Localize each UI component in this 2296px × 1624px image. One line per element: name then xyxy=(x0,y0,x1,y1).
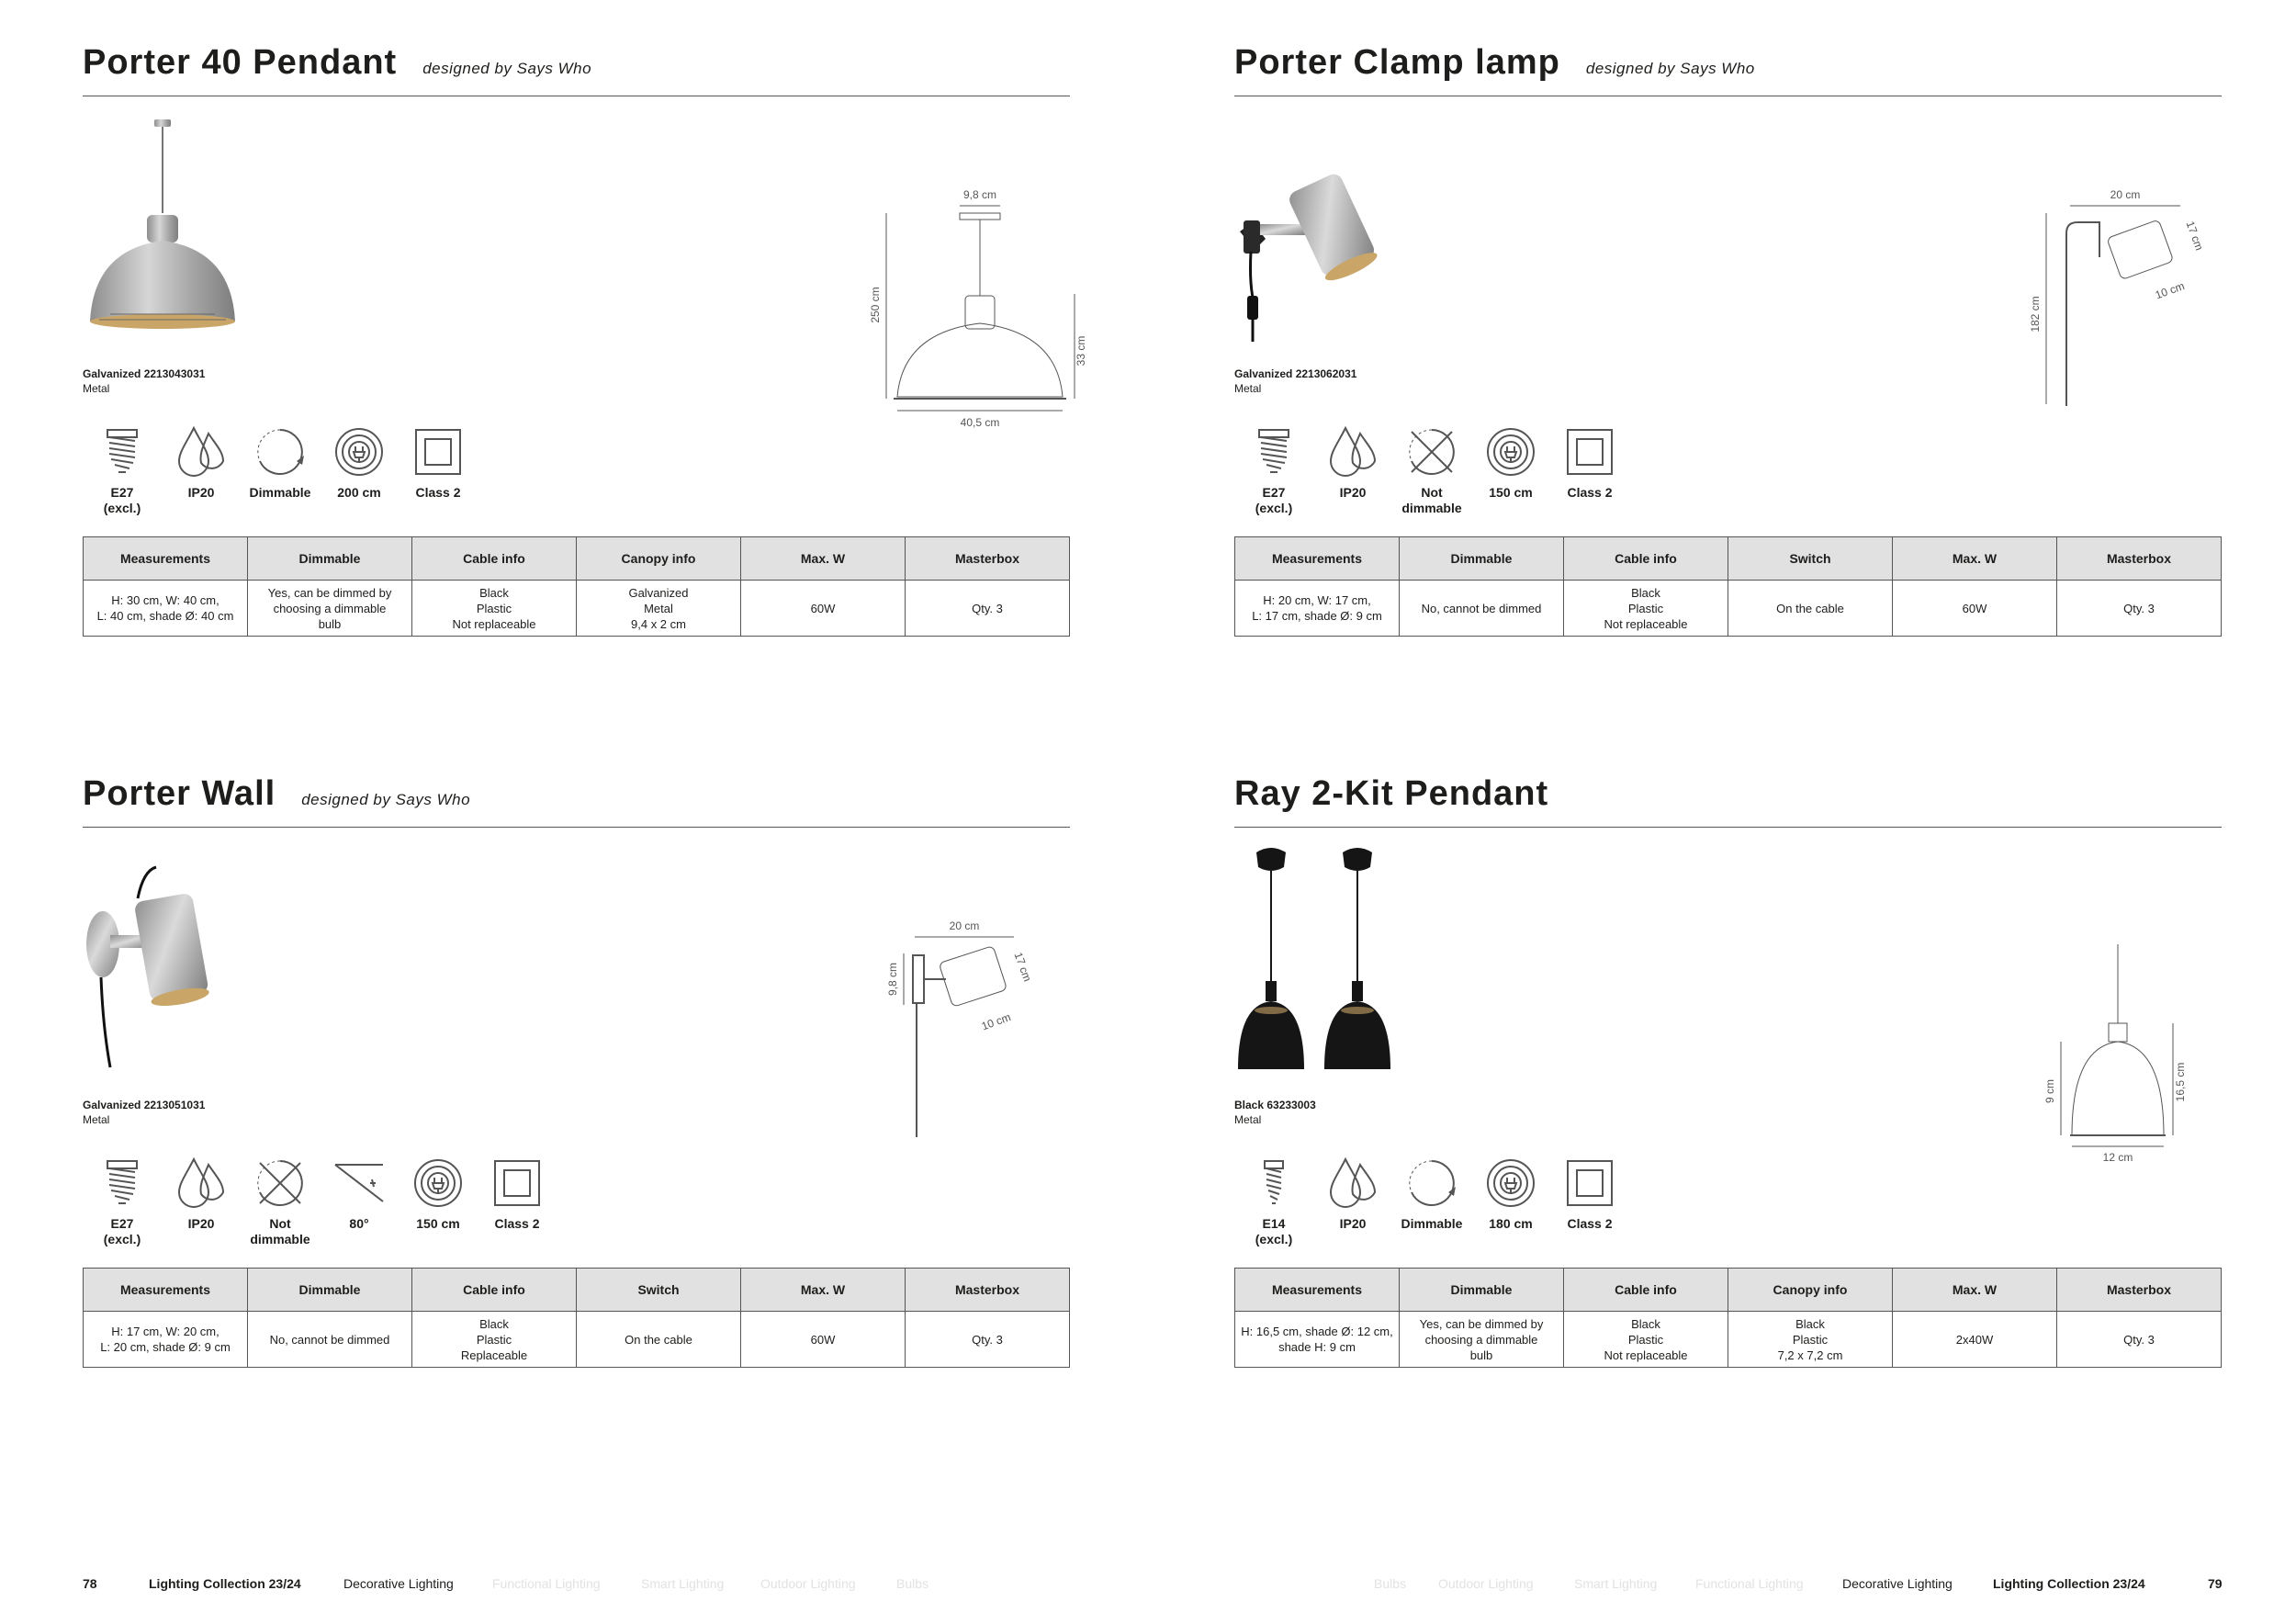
product-image-porter-clamp xyxy=(1234,112,1390,342)
section-header xyxy=(1234,39,2222,94)
table-cell: Black Plastic Not replaceable xyxy=(412,581,577,637)
table-cell: On the cable xyxy=(577,1312,741,1368)
dim-total-height: 182 cm xyxy=(2029,296,2042,333)
table-cell: Black Plastic 7,2 x 7,2 cm xyxy=(1728,1312,1893,1368)
col-header: Dimmable xyxy=(248,1269,412,1312)
dim-neck-height: 9 cm xyxy=(2043,1078,2056,1104)
variant-material: Metal xyxy=(83,1113,110,1126)
product-image-porter-wall xyxy=(83,843,239,1073)
spec-table xyxy=(83,536,1070,637)
col-header: Dimmable xyxy=(1400,537,1564,581)
feature-label: E27 (excl.) xyxy=(1255,485,1293,515)
table-cell: 60W xyxy=(741,1312,906,1368)
section-header xyxy=(1234,770,2222,825)
section-header xyxy=(83,770,1070,825)
feature-class xyxy=(1550,1156,1629,1232)
table-cell: H: 20 cm, W: 17 cm, L: 17 cm, shade Ø: 9 cm xyxy=(1235,581,1400,637)
feature-label: Not dimmable xyxy=(250,1216,310,1246)
product-title: Ray 2-Kit Pendant xyxy=(1234,774,1549,813)
feature-ip xyxy=(1313,1156,1392,1232)
feature-cable xyxy=(320,424,399,501)
spec-table-row xyxy=(84,581,1070,637)
not-dimmable-icon xyxy=(1404,424,1459,479)
table-cell: 60W xyxy=(741,581,906,637)
product-title: Porter Wall designed by Says Who xyxy=(83,774,471,813)
footer-nav-decorative-lighting[interactable]: Decorative Lighting xyxy=(343,1576,454,1591)
section-header xyxy=(83,39,1070,94)
variant-name: Galvanized 2213062031 xyxy=(1234,367,1357,380)
dim-total-height: 250 cm xyxy=(869,287,882,323)
variant-material: Metal xyxy=(1234,1113,1262,1126)
spec-table-header-row xyxy=(84,1269,1070,1312)
feature-class xyxy=(478,1156,557,1232)
feature-label: IP20 xyxy=(1339,485,1367,500)
designer-credit: designed by Says Who xyxy=(1585,60,1755,77)
dim-shade-height: 33 cm xyxy=(1075,335,1087,367)
page-number: 78 xyxy=(83,1576,97,1591)
dim-shade-height: 16,5 cm xyxy=(2174,1062,2187,1102)
title-divider xyxy=(83,827,1070,828)
feature-angle xyxy=(320,1156,399,1232)
feature-label: E27 (excl.) xyxy=(103,485,141,515)
col-header: Masterbox xyxy=(2057,537,2222,581)
col-header: Cable info xyxy=(412,1269,577,1312)
footer-nav-outdoor-lighting[interactable]: Outdoor Lighting xyxy=(1438,1576,1534,1591)
table-cell: Qty. 3 xyxy=(2057,581,2222,637)
col-header: Measurements xyxy=(84,1269,248,1312)
feature-ip xyxy=(162,1156,241,1232)
table-cell: Black Plastic Not replaceable xyxy=(1564,1312,1728,1368)
table-cell: Yes, can be dimmed by choosing a dimmable bulb xyxy=(1400,1312,1564,1368)
feature-class xyxy=(399,424,478,501)
feature-bulb xyxy=(1234,1156,1313,1247)
feature-label: 150 cm xyxy=(1489,485,1533,500)
feature-class xyxy=(1550,424,1629,501)
feature-dimmable xyxy=(241,1156,320,1247)
col-header: Canopy info xyxy=(1728,1269,1893,1312)
collection-name: Lighting Collection 23/24 xyxy=(149,1576,301,1591)
feature-label: 200 cm xyxy=(337,485,381,500)
col-header: Masterbox xyxy=(906,537,1070,581)
feature-label: Not dimmable xyxy=(1401,485,1462,515)
not-dimmable-icon xyxy=(253,1156,308,1211)
spec-table-row xyxy=(1235,581,2222,637)
title-divider xyxy=(1234,827,2222,828)
col-header: Max. W xyxy=(741,1269,906,1312)
dim-shade-length: 17 cm xyxy=(2183,219,2206,253)
dimmable-icon xyxy=(1404,1156,1459,1211)
col-header: Dimmable xyxy=(1400,1269,1564,1312)
feature-label: Dimmable xyxy=(249,485,311,500)
feature-label: Class 2 xyxy=(415,485,461,500)
class2-icon xyxy=(1562,1156,1617,1211)
col-header: Max. W xyxy=(1893,1269,2057,1312)
feature-label: E27 (excl.) xyxy=(103,1216,141,1246)
col-header: Measurements xyxy=(1235,1269,1400,1312)
feature-bulb xyxy=(83,1156,162,1247)
footer-nav-smart-lighting[interactable]: Smart Lighting xyxy=(641,1576,725,1591)
ip20-icon xyxy=(174,424,229,479)
footer-nav-functional-lighting[interactable]: Functional Lighting xyxy=(1695,1576,1804,1591)
feature-bulb xyxy=(83,424,162,516)
product-title: Porter Clamp lamp designed by Says Who xyxy=(1234,43,1755,82)
feature-cable xyxy=(399,1156,478,1232)
table-cell: H: 30 cm, W: 40 cm, L: 40 cm, shade Ø: 40 cm xyxy=(84,581,248,637)
table-cell: H: 16,5 cm, shade Ø: 12 cm, shade H: 9 cm xyxy=(1235,1312,1400,1368)
cable-length-icon xyxy=(1483,1156,1538,1211)
spec-table-row xyxy=(1235,1312,2222,1368)
dimmable-icon xyxy=(253,424,308,479)
feature-ip xyxy=(1313,424,1392,501)
feature-label: IP20 xyxy=(187,485,215,500)
dim-diameter: 12 cm xyxy=(2102,1151,2133,1164)
table-cell: Qty. 3 xyxy=(906,1312,1070,1368)
feature-label: 150 cm xyxy=(416,1216,460,1231)
col-header: Masterbox xyxy=(906,1269,1070,1312)
variant-material: Metal xyxy=(1234,382,1262,395)
class2-icon xyxy=(490,1156,545,1211)
spec-table xyxy=(1234,536,2222,637)
feature-cable xyxy=(1471,1156,1550,1232)
table-cell: On the cable xyxy=(1728,581,1893,637)
feature-label: Class 2 xyxy=(1567,485,1613,500)
dim-width: 20 cm xyxy=(2110,188,2141,201)
dim-diameter: 40,5 cm xyxy=(960,416,1000,429)
ip20-icon xyxy=(1325,424,1380,479)
footer-nav-bulbs[interactable]: Bulbs xyxy=(1374,1576,1407,1591)
feature-ip xyxy=(162,424,241,501)
col-header: Canopy info xyxy=(577,537,741,581)
col-header: Cable info xyxy=(1564,537,1728,581)
table-cell: No, cannot be dimmed xyxy=(1400,581,1564,637)
dim-shade-diameter: 10 cm xyxy=(979,1010,1013,1033)
e14-bulb-icon xyxy=(1246,1156,1301,1211)
feature-label: Class 2 xyxy=(1567,1216,1613,1231)
feature-cable xyxy=(1471,424,1550,501)
angle-icon xyxy=(332,1156,387,1211)
page-number: 79 xyxy=(2208,1576,2223,1591)
dimension-drawing-ray-2-kit xyxy=(2043,944,2199,1183)
table-cell: Galvanized Metal 9,4 x 2 cm xyxy=(577,581,741,637)
table-cell: 60W xyxy=(1893,581,2057,637)
cable-length-icon xyxy=(411,1156,466,1211)
ip20-icon xyxy=(1325,1156,1380,1211)
dimension-drawing-porter-wall xyxy=(886,917,1056,1146)
dimension-drawing-porter-40 xyxy=(868,186,1088,443)
variant-info xyxy=(83,367,205,396)
table-cell: Yes, can be dimmed by choosing a dimmable bulb xyxy=(248,581,412,637)
cable-length-icon xyxy=(1483,424,1538,479)
e27-bulb-icon xyxy=(1246,424,1301,479)
ip20-icon xyxy=(174,1156,229,1211)
product-title: Porter 40 Pendant designed by Says Who xyxy=(83,43,592,82)
e27-bulb-icon xyxy=(95,424,150,479)
designer-credit: designed by Says Who xyxy=(301,791,471,808)
designer-credit: designed by Says Who xyxy=(422,60,592,77)
variant-info xyxy=(1234,367,1356,396)
feature-dimmable xyxy=(1392,424,1471,516)
variant-name: Galvanized 2213043031 xyxy=(83,367,206,380)
spec-table-row xyxy=(84,1312,1070,1368)
class2-icon xyxy=(1562,424,1617,479)
spec-table xyxy=(83,1268,1070,1368)
variant-material: Metal xyxy=(83,382,110,395)
spec-table xyxy=(1234,1268,2222,1368)
feature-label: Dimmable xyxy=(1401,1216,1463,1231)
col-header: Cable info xyxy=(412,537,577,581)
col-header: Measurements xyxy=(84,537,248,581)
class2-icon xyxy=(411,424,466,479)
variant-name: Galvanized 2213051031 xyxy=(83,1099,206,1111)
feature-label: Class 2 xyxy=(494,1216,540,1231)
table-cell: Black Plastic Replaceable xyxy=(412,1312,577,1368)
table-cell: Black Plastic Not replaceable xyxy=(1564,581,1728,637)
cable-length-icon xyxy=(332,424,387,479)
footer-nav-smart-lighting[interactable]: Smart Lighting xyxy=(1574,1576,1658,1591)
feature-label: 80° xyxy=(349,1216,369,1231)
dimension-drawing-porter-clamp xyxy=(2029,186,2217,424)
variant-info xyxy=(83,1098,205,1127)
footer-nav-functional-lighting[interactable]: Functional Lighting xyxy=(492,1576,601,1591)
table-cell: Qty. 3 xyxy=(906,581,1070,637)
footer-nav-decorative-lighting[interactable]: Decorative Lighting xyxy=(1842,1576,1953,1591)
variant-name: Black 63233003 xyxy=(1234,1099,1316,1111)
col-header: Masterbox xyxy=(2057,1269,2222,1312)
spec-table-header-row xyxy=(1235,1269,2222,1312)
feature-label: IP20 xyxy=(187,1216,215,1231)
variant-info xyxy=(1234,1098,1316,1127)
footer-nav-outdoor-lighting[interactable]: Outdoor Lighting xyxy=(760,1576,856,1591)
product-image-porter-40 xyxy=(83,112,239,342)
feature-label: E14 (excl.) xyxy=(1255,1216,1293,1246)
col-header: Max. W xyxy=(1893,537,2057,581)
e27-bulb-icon xyxy=(95,1156,150,1211)
dim-shade-diameter: 10 cm xyxy=(2153,279,2187,302)
dim-plate-height: 9,8 cm xyxy=(886,962,899,997)
table-cell: Qty. 3 xyxy=(2057,1312,2222,1368)
feature-label: 180 cm xyxy=(1489,1216,1533,1231)
spec-table-header-row xyxy=(1235,537,2222,581)
table-cell: 2x40W xyxy=(1893,1312,2057,1368)
product-image-ray-2-kit xyxy=(1234,843,1418,1073)
dim-shade-length: 17 cm xyxy=(1011,950,1034,984)
feature-label: IP20 xyxy=(1339,1216,1367,1231)
feature-dimmable xyxy=(241,424,320,501)
col-header: Switch xyxy=(577,1269,741,1312)
col-header: Dimmable xyxy=(248,537,412,581)
collection-name: Lighting Collection 23/24 xyxy=(1993,1576,2145,1591)
col-header: Cable info xyxy=(1564,1269,1728,1312)
col-header: Switch xyxy=(1728,537,1893,581)
spec-table-header-row xyxy=(84,537,1070,581)
dim-width: 20 cm xyxy=(949,919,980,932)
table-cell: No, cannot be dimmed xyxy=(248,1312,412,1368)
footer-nav-bulbs[interactable]: Bulbs xyxy=(896,1576,929,1591)
col-header: Max. W xyxy=(741,537,906,581)
table-cell: H: 17 cm, W: 20 cm, L: 20 cm, shade Ø: 9 cm xyxy=(84,1312,248,1368)
col-header: Measurements xyxy=(1235,537,1400,581)
feature-bulb xyxy=(1234,424,1313,516)
feature-dimmable xyxy=(1392,1156,1471,1232)
dim-top-width: 9,8 cm xyxy=(962,188,997,201)
